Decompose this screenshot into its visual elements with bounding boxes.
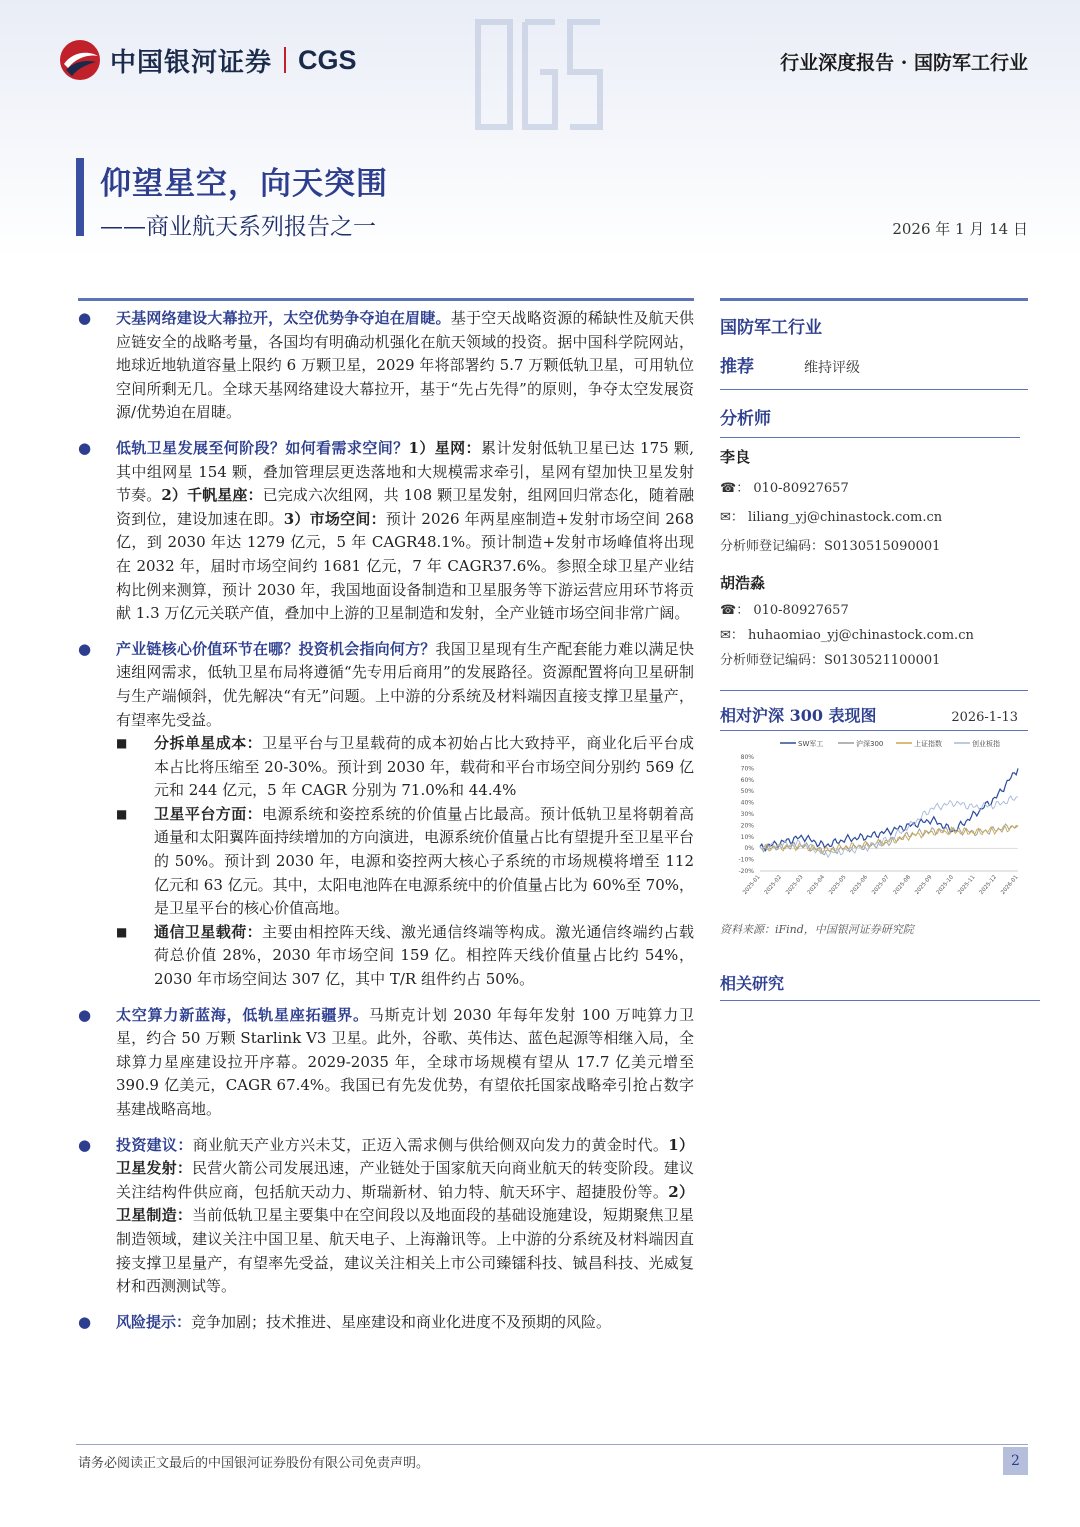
bullet-text: 预计 2026 年两星座制造+发射市场空间 268 亿，到 2030 年达 1279 亿元，5 年 CAGR48.1%。预计制造+发射市场峰值将出现在 2032 年，届时市场空间约 1681 亿元，7 年 CAGR37.6%。参照全球卫星产业结构比例来测算，预计 2030 年，我国地面设备制造和卫星服务等下游运营应用环节将贡献 1.3 万亿元关联产值，叠加中上游的卫星制造和发射，全产业链市场空间非常广阔。 <box>116 509 694 623</box>
divider <box>720 730 1028 731</box>
y-tick-label: 80% <box>740 754 754 761</box>
analyst-phone: ☎： 010-80927657 <box>720 481 849 496</box>
legend-label: 创业板指 <box>972 740 1000 748</box>
legend-label: SW军工 <box>798 740 824 748</box>
square-bullet: ■ <box>116 736 128 751</box>
square-bullet: ■ <box>116 806 128 821</box>
inline-heading: 1）卫星发射： <box>116 1135 694 1178</box>
bullet-dot: ● <box>78 309 92 327</box>
footer-disclaimer: 请务必阅读正文最后的中国银河证券股份有限公司免责声明。 <box>78 1456 430 1471</box>
x-tick-label: 2025-08 <box>892 874 913 896</box>
cgs-watermark-icon <box>470 12 610 137</box>
sidebar <box>720 298 1028 1001</box>
x-tick-label: 2025-11 <box>957 874 977 896</box>
y-tick-label: 50% <box>740 788 754 796</box>
bullet-heading: 投资建议： <box>116 1135 193 1154</box>
y-tick-label: 30% <box>740 811 754 818</box>
sub-bullet-platform <box>78 803 694 921</box>
bullet-text: 累计发射低轨卫星已达 175 颗,其中组网星 154 颗，叠加管理层更迭落地和大规模需求牵引，星网有望加快卫星发射节奏。 <box>116 438 695 505</box>
sub-bullet-cost <box>78 732 694 803</box>
analyst-code: 分析师登记编码：S0130515090001 <box>720 539 941 554</box>
main-top-rule <box>78 298 694 301</box>
bullet-tianji <box>78 307 694 425</box>
chart-header <box>720 703 1028 726</box>
performance-chart <box>720 735 1028 915</box>
sub-heading: 通信卫星载荷： <box>154 922 263 941</box>
bullet-text: 我国卫星现有生产配套能力难以满足快速组网需求，低轨卫星布局将遵循“先专用后商用”的发展路径。资源配置将向卫星研制与生产端倾斜，优先解决“有无”问题。上中游的分系统及材料端因直接支撑卫星量产，有望率先受益。 <box>116 639 694 729</box>
y-tick-label: 20% <box>740 822 754 830</box>
bullet-dot: ● <box>78 639 92 658</box>
x-tick-label: 2025-04 <box>806 874 827 896</box>
report-type: 行业深度报告 · 国防军工行业 <box>780 52 1028 74</box>
legend-label: 沪深300 <box>856 740 884 748</box>
square-bullet: ■ <box>116 924 128 939</box>
rating-row <box>720 352 1028 377</box>
y-tick-label: 40% <box>740 799 754 807</box>
sidebar-industry: 国防军工行业 <box>720 318 822 338</box>
logo <box>58 38 357 82</box>
phone-icon: ☎ <box>720 481 737 496</box>
bullet-dot: ● <box>78 438 92 457</box>
bullet-dot: ● <box>78 1312 92 1331</box>
x-tick-label: 2025-05 <box>828 874 848 896</box>
analyst-email[interactable]: ✉： huhaomiao_yj@chinastock.com.cn <box>720 628 974 643</box>
y-tick-label: 60% <box>740 776 754 784</box>
x-tick-label: 2025-09 <box>914 874 934 896</box>
divider <box>720 1000 1040 1001</box>
rating: 推荐 <box>720 357 754 377</box>
divider <box>720 389 1028 390</box>
sub-text: 卫星平台与卫星载荷的成本初始占比大致持平，商业化后平台成本占比将压缩至 20-30%。预计到 2030 年，载荷和平台市场空间分别约 569 亿元和 244 亿元，5 年 CAGR 分别为 71.0%和 44.4% <box>154 734 694 800</box>
x-tick-label: 2026-01 <box>1000 874 1020 896</box>
report-date: 2026 年 1 月 14 日 <box>892 220 1028 238</box>
rating-note: 维持评级 <box>804 360 860 376</box>
analyst-name: 李良 <box>720 448 751 466</box>
bullet-risk <box>78 1311 694 1335</box>
x-tick-label: 2025-12 <box>978 874 999 896</box>
bullet-compute <box>78 1004 694 1122</box>
inline-heading: 2）卫星制造： <box>116 1182 694 1225</box>
x-tick-label: 2025-01 <box>742 874 762 896</box>
bullet-text: 民营火箭公司发展迅速，产业链处于国家航天向商业航天的转变阶段。建议关注结构件供应商，包括航天动力、斯瑞新材、铂力特、航天环宇、超捷股份等。 <box>116 1159 694 1201</box>
chart-title: 相对沪深 300 表现图 <box>720 706 877 725</box>
analyst-title: 分析师 <box>720 409 771 429</box>
legend-label: 上证指数 <box>914 740 942 748</box>
bullet-heading: 风险提示： <box>116 1312 192 1331</box>
y-tick-label: -10% <box>738 856 754 864</box>
analyst-email[interactable]: ✉： liliang_yj@chinastock.com.cn <box>720 510 943 525</box>
logo-text-en: CGS <box>298 44 357 75</box>
sub-text: 主要由相控阵天线、激光通信终端等构成。激光通信终端约占载荷总价值 28%，2030 年市场空间 159 亿。相控阵天线价值量占比约 54%，2030 年市场空间达 307 亿，其中 T/R 组件约占 50%。 <box>154 922 694 989</box>
divider <box>720 437 1020 438</box>
bullet-heading: 太空算力新蓝海，低轨星座拓疆界。 <box>116 1005 369 1024</box>
logo-text-cn: 中国银河证券 <box>110 47 273 78</box>
related-research: 相关研究 <box>720 974 785 993</box>
bullet-text: 当前低轨卫星主要集中在空间段以及地面段的基础设施建设，短期聚焦卫星制造领域，建议关注中国卫星、航天电子、上海瀚讯等。上中游的分系统及材料端因直接支撑卫星量产，有望率先受益，建议关注相关上市公司臻镭科技、铖昌科技、光威复材和西测测试等。 <box>116 1206 694 1296</box>
chart-date: 2026-1-13 <box>951 710 1018 725</box>
sub-text: 电源系统和姿控系统的价值量占比最高。预计低轨卫星将朝着高通量和太阳翼阵面持续增加的方向演进，电源系统价值量占比有望提升至卫星平台的 50%。预计到 2030 年，电源和姿控两大核心子系统的市场规模将增至 112 亿元和 63 亿元。其中，太阳电池阵在电源系统中的价值量占比为 60%至 70%，是卫星平台的核心价值高地。 <box>154 804 695 918</box>
mail-icon: ✉ <box>720 628 731 643</box>
phone-icon: ☎ <box>720 603 737 618</box>
analyst-phone: ☎： 010-80927657 <box>720 603 849 618</box>
bullet-heading: 天基网络建设大幕拉开，太空优势争夺迫在眉睫。 <box>116 309 451 327</box>
inline-heading: 2）千帆星座： <box>161 486 263 505</box>
report-title: 仰望星空，向天突围 <box>100 166 388 202</box>
x-tick-label: 2025-07 <box>871 874 891 896</box>
sub-heading: 卫星平台方面： <box>154 804 263 823</box>
report-subtitle: ——商业航天系列报告之一 <box>100 214 376 240</box>
footer-rule <box>76 1444 1028 1445</box>
bullet-heading: 低轨卫星发展至何阶段？如何看需求空间？ <box>116 438 409 457</box>
email-value[interactable]: huhaomiao_yj@chinastock.com.cn <box>748 628 974 643</box>
mail-icon: ✉ <box>720 510 731 525</box>
bullet-text: 竞争加剧；技术推进、星座建设和商业化进度不及预期的风险。 <box>191 1312 612 1331</box>
bullet-dot: ● <box>78 1005 92 1024</box>
x-tick-label: 2025-10 <box>935 874 956 896</box>
inline-heading: 1）星网： <box>408 438 481 457</box>
sidebar-top-rule <box>720 298 1028 301</box>
page-number: 2 <box>1003 1447 1028 1475</box>
title-accent-bar <box>76 158 84 236</box>
inline-heading: 3）市场空间： <box>283 509 386 528</box>
bullet-heading: 产业链核心价值环节在哪？投资机会指向何方？ <box>116 639 436 658</box>
x-tick-label: 2025-03 <box>785 874 805 896</box>
sub-heading: 分拆单星成本： <box>154 734 263 753</box>
chart-source: 资料来源：iFind，中国银河证券研究院 <box>720 923 914 936</box>
bullet-text: 已完成六次组网，共 108 颗卫星发射，组网回归常态化，随着融资到位，建设加速在即。 <box>116 486 694 528</box>
x-tick-label: 2025-06 <box>849 874 870 896</box>
bullet-value-chain <box>78 638 694 732</box>
x-tick-label: 2025-02 <box>763 874 784 896</box>
bullet-investment <box>78 1134 694 1299</box>
divider <box>720 690 1028 691</box>
y-tick-label: 10% <box>740 833 754 841</box>
sub-bullet-payload <box>78 921 694 992</box>
logo-separator <box>284 47 286 73</box>
bullet-leo <box>78 437 694 626</box>
y-tick-label: -20% <box>738 868 754 875</box>
analyst-name: 胡浩淼 <box>720 574 766 592</box>
email-value[interactable]: liliang_yj@chinastock.com.cn <box>748 510 943 525</box>
bullet-text: 马斯克计划 2030 年每年发射 100 万吨算力卫星，约合 50 万颗 Starlink V3 卫星。此外，谷歌、英伟达、蓝色起源等相继入局，全球算力星座建设拉开序幕。2029-2035 年，全球市场规模有望从 17.7 亿美元增至 390.9 亿美元，CAGR 67.4%。我国已有先发优势，有望依托国家战略牵引抢占数字基建战略高地。 <box>116 1005 694 1118</box>
cgs-logo-icon <box>58 38 102 82</box>
y-tick-label: 70% <box>740 765 754 773</box>
phone-value: 010-80927657 <box>753 481 849 496</box>
bullet-text: 商业航天产业方兴未艾，正迈入需求侧与供给侧双向发力的黄金时代。 <box>192 1135 669 1154</box>
bullet-text: 基于空天战略资源的稀缺性及航天供应链安全的战略考量，各国均有明确动机强化在航天领域的投资。据中国科学院网站，地球近地轨道容量上限约 6 万颗卫星，2029 年将部署约 5.7 万颗低轨卫星，可用轨位空间所剩无几。全球天基网络建设大幕拉开，基于“先占先得”的原则，争夺太空发展资源/优势迫在眉睫。 <box>116 309 694 422</box>
bullet-dot: ● <box>78 1135 92 1154</box>
analyst-code: 分析师登记编码：S0130521100001 <box>720 653 941 668</box>
phone-value: 010-80927657 <box>753 603 849 618</box>
y-tick-label: 0% <box>744 845 754 853</box>
main-content <box>78 298 694 1346</box>
